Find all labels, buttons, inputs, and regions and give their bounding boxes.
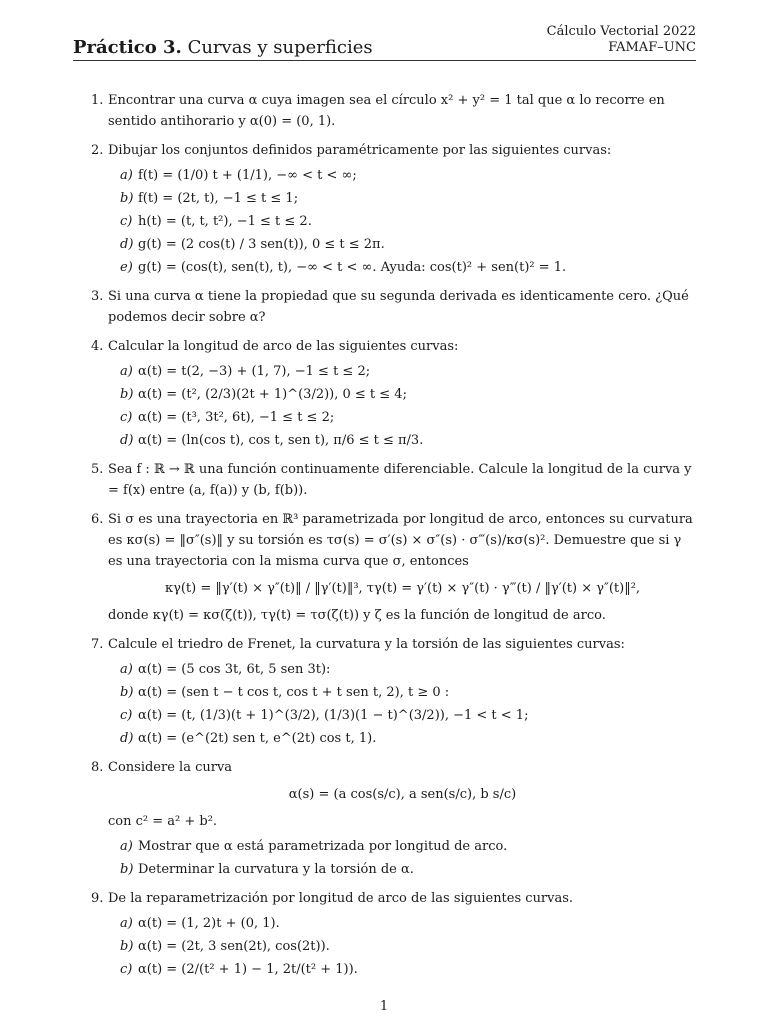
exercise-text: Calcule el triedro de Frenet, la curvatura y la torsión de las siguientes curvas: xyxy=(108,637,625,652)
item-a: a) α(t) = (5 cos 3t, 6t, 5 sen 3t): xyxy=(120,662,331,677)
item-list xyxy=(108,836,697,880)
exercise-text: Considere la curva xyxy=(108,760,233,775)
item-d: d) g(t) = (2 cos(t) / 3 sen(t)), 0 ≤ t ≤ 2π. xyxy=(120,237,385,252)
item-text: α(t) = (1, 2)t + (0, 1). xyxy=(138,916,280,931)
exercise-text: Si σ es una trayectoria en ℝ³ parametrizada por longitud de arco, entonces su curvatura es κσ(s) = ‖σ″(s)‖ y su torsión es τσ(s) = σ′(s) × σ″(s) · σ‴(s)/κσ(s)². Demuestre que si γ es una trayectoria con la misma curva que σ, entonces xyxy=(108,512,693,569)
exercise-text: De la reparametrización por longitud de arco de las siguientes curvas. xyxy=(108,891,574,906)
exercise-6 xyxy=(91,509,697,626)
item-text: f(t) = (2t, t), −1 ≤ t ≤ 1; xyxy=(138,191,299,206)
course-name: Cálculo Vectorial 2022 xyxy=(546,24,696,39)
item-text: α(t) = (2t, 3 sen(2t), cos(2t)). xyxy=(138,939,330,954)
exercise-1 xyxy=(91,90,697,132)
item-b: b) Determinar la curvatura y la torsión de α. xyxy=(120,862,414,877)
item-a: a) α(t) = (1, 2)t + (0, 1). xyxy=(120,916,280,931)
exercise-number: 1. xyxy=(91,93,104,108)
item-text: α(t) = (5 cos 3t, 6t, 5 sen 3t): xyxy=(138,662,331,677)
item-text: α(t) = (ln(cos t), cos t, sen t), π/6 ≤ t ≤ π/3. xyxy=(138,433,424,448)
item-c: c) α(t) = (2/(t² + 1) − 1, 2t/(t² + 1)). xyxy=(120,962,358,977)
exercise-number: 2. xyxy=(91,143,104,158)
exercise-3 xyxy=(91,286,697,328)
institution-name: FAMAF–UNC xyxy=(608,40,696,55)
item-text: α(t) = (e^(2t) sen t, e^(2t) cos t, 1). xyxy=(138,731,377,746)
page-title xyxy=(73,37,373,58)
practice-number: Práctico 3. xyxy=(73,37,182,58)
exercise-number: 6. xyxy=(91,512,104,527)
exercise-9 xyxy=(91,888,697,980)
item-c: c) h(t) = (t, t, t²), −1 ≤ t ≤ 2. xyxy=(120,214,312,229)
exercise-text: Dibujar los conjuntos definidos paramétricamente por las siguientes curvas: xyxy=(108,143,612,158)
exercise-4 xyxy=(91,336,697,451)
item-text: f(t) = (1/0) t + (1/1), −∞ < t < ∞; xyxy=(138,168,357,183)
exercise-note: con c² = a² + b². xyxy=(108,814,218,829)
exercise-5 xyxy=(91,459,697,501)
exercise-list xyxy=(91,90,697,988)
item-list xyxy=(108,913,697,980)
exercise-note: donde κγ(t) = κσ(ζ(t)), τγ(t) = τσ(ζ(t)) y ζ es la función de longitud de arco. xyxy=(108,608,606,623)
item-b: b) α(t) = (t², (2/3)(2t + 1)^(3/2)), 0 ≤ t ≤ 4; xyxy=(120,387,407,402)
item-text: α(t) = (sen t − t cos t, cos t + t sen t, 2), t ≥ 0 : xyxy=(138,685,450,700)
exercise-number: 8. xyxy=(91,760,104,775)
exercise-number: 4. xyxy=(91,339,104,354)
item-text: α(t) = (t³, 3t², 6t), −1 ≤ t ≤ 2; xyxy=(138,410,335,425)
item-text: α(t) = (t², (2/3)(2t + 1)^(3/2)), 0 ≤ t ≤ 4; xyxy=(138,387,407,402)
item-b: b) f(t) = (2t, t), −1 ≤ t ≤ 1; xyxy=(120,191,299,206)
item-d: d) α(t) = (e^(2t) sen t, e^(2t) cos t, 1). xyxy=(120,731,377,746)
exercise-text: Si una curva α tiene la propiedad que su segunda derivada es identicamente cero. ¿Qué podemos decir sobre α? xyxy=(108,289,689,325)
item-text: α(t) = (2/(t² + 1) − 1, 2t/(t² + 1)). xyxy=(138,962,358,977)
practice-topic: Curvas y superficies xyxy=(187,37,373,58)
item-list xyxy=(108,165,697,278)
item-text: Mostrar que α está parametrizada por longitud de arco. xyxy=(138,839,508,854)
header-rule xyxy=(73,60,696,61)
item-text: h(t) = (t, t, t²), −1 ≤ t ≤ 2. xyxy=(138,214,312,229)
exercise-number: 3. xyxy=(91,289,104,304)
display-formula: α(s) = (a cos(s/c), a sen(s/c), b s/c) xyxy=(288,787,517,802)
item-text: α(t) = t(2, −3) + (1, 7), −1 ≤ t ≤ 2; xyxy=(138,364,371,379)
item-c: c) α(t) = (t, (1/3)(t + 1)^(3/2), (1/3)(1 − t)^(3/2)), −1 < t < 1; xyxy=(120,708,529,723)
item-text: Determinar la curvatura y la torsión de α. xyxy=(138,862,414,877)
item-a: a) Mostrar que α está parametrizada por longitud de arco. xyxy=(120,839,508,854)
item-c: c) α(t) = (t³, 3t², 6t), −1 ≤ t ≤ 2; xyxy=(120,410,335,425)
item-list xyxy=(108,659,697,749)
exercise-7 xyxy=(91,634,697,749)
item-b: b) α(t) = (2t, 3 sen(2t), cos(2t)). xyxy=(120,939,330,954)
exercise-text: Calcular la longitud de arco de las siguientes curvas: xyxy=(108,339,459,354)
item-b: b) α(t) = (sen t − t cos t, cos t + t sen t, 2), t ≥ 0 : xyxy=(120,685,450,700)
item-a: a) α(t) = t(2, −3) + (1, 7), −1 ≤ t ≤ 2; xyxy=(120,364,371,379)
exercise-text: Encontrar una curva α cuya imagen sea el círculo x² + y² = 1 tal que α lo recorre en sentido antihorario y α(0) = (0, 1). xyxy=(108,93,665,129)
item-e: e) g(t) = (cos(t), sen(t), t), −∞ < t < ∞. Ayuda: cos(t)² + sen(t)² = 1. xyxy=(120,260,567,275)
item-text: g(t) = (cos(t), sen(t), t), −∞ < t < ∞. Ayuda: cos(t)² + sen(t)² = 1. xyxy=(138,260,567,275)
item-d: d) α(t) = (ln(cos t), cos t, sen t), π/6 ≤ t ≤ π/3. xyxy=(120,433,424,448)
item-text: g(t) = (2 cos(t) / 3 sen(t)), 0 ≤ t ≤ 2π. xyxy=(138,237,385,252)
page-number: 1 xyxy=(379,999,389,1014)
exercise-8 xyxy=(91,757,697,880)
exercise-number: 9. xyxy=(91,891,104,906)
exercise-2 xyxy=(91,140,697,278)
display-formula: κγ(t) = ‖γ′(t) × γ″(t)‖ / ‖γ′(t)‖³, τγ(t) = γ′(t) × γ″(t) · γ‴(t) / ‖γ′(t) × γ″(t)‖², xyxy=(164,581,641,596)
exercise-number: 7. xyxy=(91,637,104,652)
header-info xyxy=(547,24,696,56)
exercise-number: 5. xyxy=(91,462,104,477)
item-a: a) f(t) = (1/0) t + (1/1), −∞ < t < ∞; xyxy=(120,168,357,183)
item-list xyxy=(108,361,697,451)
item-text: α(t) = (t, (1/3)(t + 1)^(3/2), (1/3)(1 − t)^(3/2)), −1 < t < 1; xyxy=(138,708,529,723)
exercise-text: Sea f : ℝ → ℝ una función continuamente diferenciable. Calcule la longitud de la curva y = f(x) entre (a, f(a)) y (b, f(b)). xyxy=(108,462,692,498)
